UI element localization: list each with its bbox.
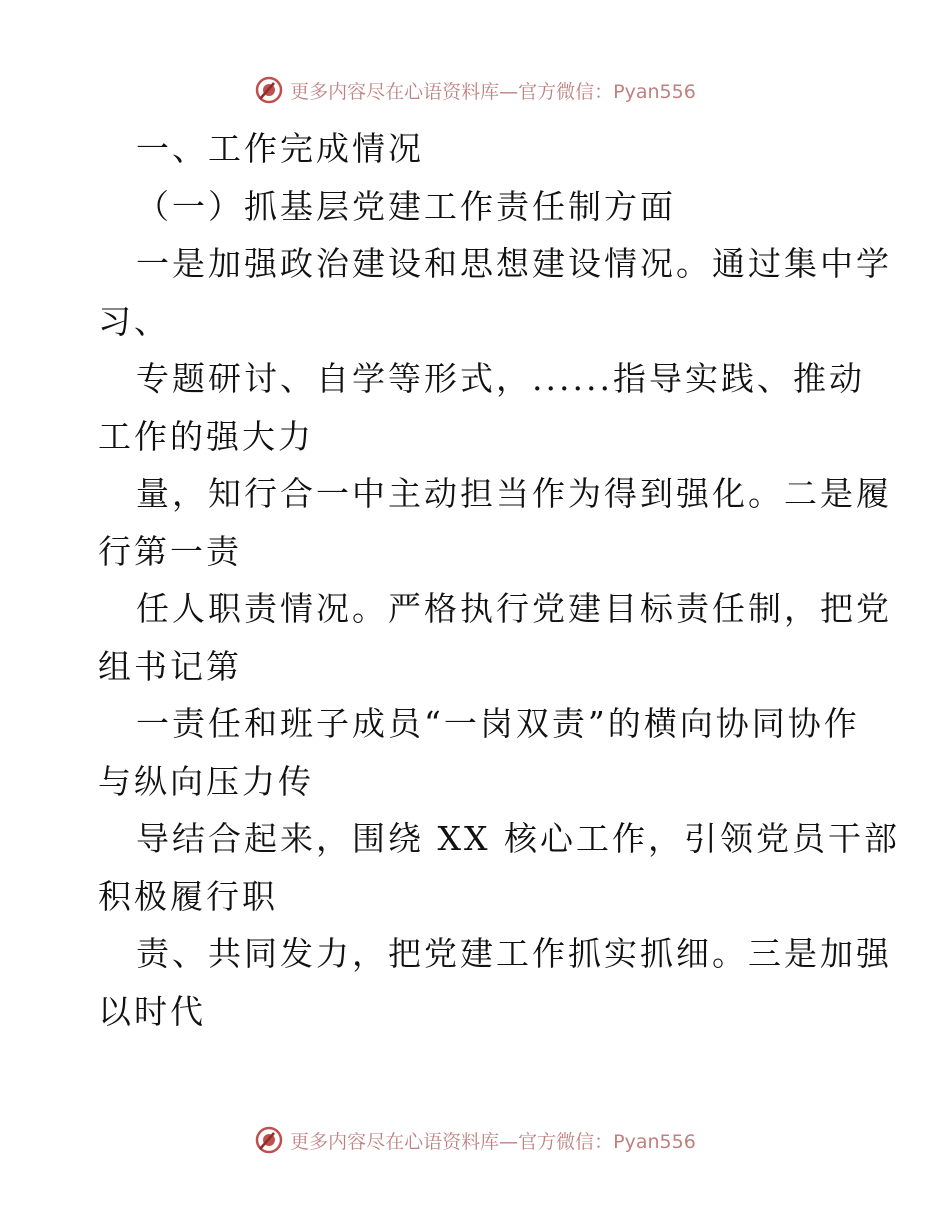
doc-line: 导结合起来，围绕 XX 核心工作，引领党员干部 — [136, 819, 900, 858]
brand-logo-icon — [254, 1125, 284, 1155]
header-banner-text: 更多内容尽在心语资料库—官方微信：Pyan556 — [290, 80, 696, 103]
doc-line: 行第一责 — [98, 531, 242, 571]
doc-line: 专题研讨、自学等形式，......指导实践、推动 — [136, 359, 865, 398]
doc-line: （一）抓基层党建工作责任制方面 — [136, 186, 676, 226]
doc-line: 组书记第 — [98, 646, 242, 686]
doc-line: 以时代 — [98, 991, 206, 1031]
doc-line: 一、工作完成情况 — [136, 129, 424, 168]
footer-banner-text: 更多内容尽在心语资料库—官方微信：Pyan556 — [290, 1130, 696, 1153]
doc-line: 任人职责情况。严格执行党建目标责任制，把党 — [136, 589, 892, 628]
footer-banner — [0, 1120, 950, 1160]
doc-line: 一是加强政治建设和思想建设情况。通过集中学 — [136, 244, 892, 283]
header-banner — [0, 70, 950, 110]
document-body — [98, 120, 900, 1040]
doc-line: 量，知行合一中主动担当作为得到强化。二是履 — [136, 474, 892, 513]
doc-line: 工作的强大力 — [98, 416, 314, 456]
doc-line: 责、共同发力，把党建工作抓实抓细。三是加强 — [136, 934, 892, 973]
doc-line: 一责任和班子成员“一岗双责”的横向协同协作 — [136, 704, 860, 743]
brand-logo-icon — [254, 75, 284, 105]
doc-line: 与纵向压力传 — [98, 761, 314, 801]
doc-line: 积极履行职 — [98, 876, 278, 916]
doc-line: 习、 — [98, 301, 170, 341]
